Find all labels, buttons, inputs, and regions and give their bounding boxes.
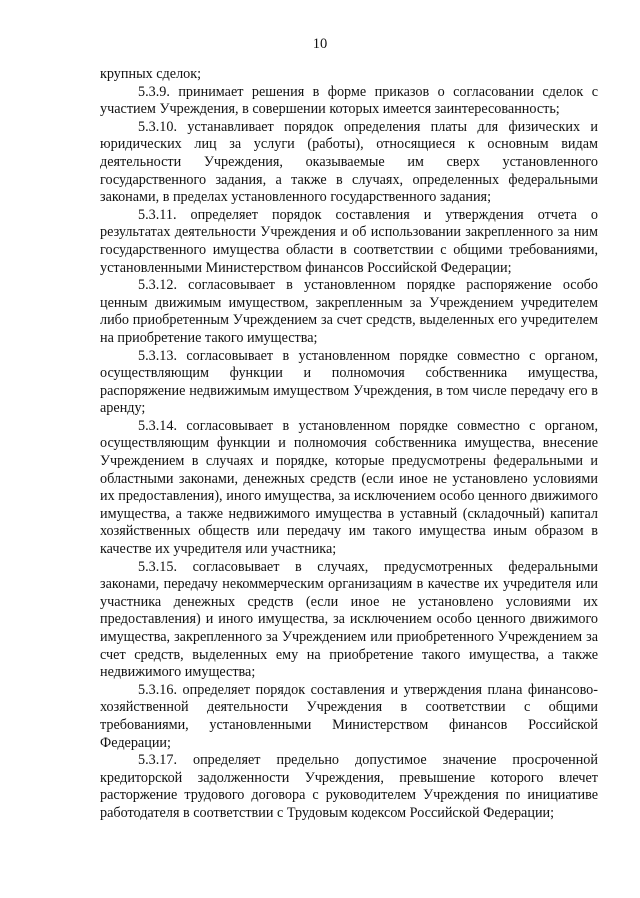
page-number: 10 bbox=[312, 36, 328, 52]
document-body bbox=[100, 66, 598, 823]
paragraph-5-3-15: 5.3.15. согласовывает в случаях, предусмотренных федеральными законами, передачу некоммерческим организациям в качестве их учредителя или участника денежных средств (если иное не установлено условиями их предоставления) и иного имущества, за исключением особо ценного движимого имущества, закрепленного за Учреждением или приобретенного Учреждением за счет средств, выделенных ему на приобретение такого имущества, а также недвижимого имущества; bbox=[100, 558, 598, 681]
paragraph-5-3-14: 5.3.14. согласовывает в установленном порядке совместно с органом, осуществляющим функции и полномочия собственника имущества, внесение Учреждением в случаях и порядке, которые предусмотрены федеральными и областными законами, денежных средств (если иное не установлено условиями их предоставления), иного имущества, за исключением особо ценного движимого имущества, а также недвижимого имущества в уставный (складочный) капитал хозяйственных обществ или передачу им такого имущества иным образом в качестве их учредителя или участника; bbox=[100, 417, 598, 558]
paragraph-5-3-16: 5.3.16. определяет порядок составления и утверждения плана финансово-хозяйственной деятельности Учреждения в соответствии с общими требованиями, установленными Министерством финансов Российской Федерации; bbox=[100, 681, 598, 751]
paragraph-5-3-10: 5.3.10. устанавливает порядок определения платы для физических и юридических лиц за услуги (работы), относящиеся к основным видам деятельности Учреждения, оказываемые им сверх установленного государственного задания, а также в случаях, определенных федеральными законами, в пределах установленного государственного задания; bbox=[100, 118, 598, 206]
paragraph-5-3-9: 5.3.9. принимает решения в форме приказов о согласовании сделок с участием Учреждения, в совершении которых имеется заинтересованность; bbox=[100, 83, 598, 118]
paragraph-5-3-17: 5.3.17. определяет предельно допустимое значение просроченной кредиторской задолженности Учреждения, превышение которого влечет расторжение трудового договора с руководителем Учреждения по инициативе работодателя в соответствии с Трудовым кодексом Российской Федерации; bbox=[100, 752, 598, 821]
paragraph-5-3-11: 5.3.11. определяет порядок составления и утверждения отчета о результатах деятельности Учреждения и об использовании закрепленного за ним государственного имущества области в соответствии с общими требованиями, установленными Министерством финансов Российской Федерации; bbox=[100, 206, 598, 276]
paragraph-continuation: крупных сделок; bbox=[100, 66, 202, 82]
paragraph-5-3-12: 5.3.12. согласовывает в установленном порядке распоряжение особо ценным движимым имуществом, закрепленным за Учреждением учредителем либо приобретенным Учреждением за счет средств, выделенных его учредителем на приобретение такого имущества; bbox=[100, 277, 598, 346]
paragraph-5-3-13: 5.3.13. согласовывает в установленном порядке совместно с органом, осуществляющим функции и полномочия собственника имущества, распоряжение недвижимым имуществом Учреждения, в том числе передачу его в аренду; bbox=[100, 347, 598, 417]
